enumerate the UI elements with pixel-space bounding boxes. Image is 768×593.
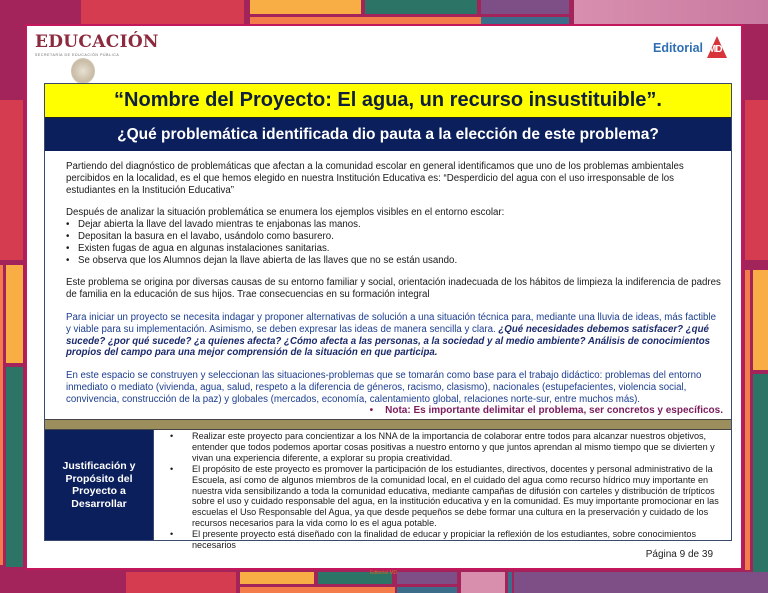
- list-item: • Realizar este proyecto para concientizar a los NNA de la importancia de colaborar entre todos para alcanzar nuestros objetivos, entender que todos podemos aportar cosas positivas a nuestro entorno y que juntos aprendan al mismo tiempo que se divierten y vivan una experiencia diferente, a explorar su propia creatividad.: [160, 431, 725, 464]
- list-item: • El presente proyecto está diseñado con la finalidad de educar y propiciar la reflexión de los estudiantes, sobre conocimientos necesarios: [160, 529, 725, 551]
- bg-tile: [240, 587, 395, 593]
- sep-logo-title: EDUCACIÓN: [35, 32, 159, 52]
- list-item: • Dejar abierta la llave del lavado mientras te enjabonas las manos.: [66, 219, 723, 231]
- question-heading: ¿Qué problemática identificada dio pauta a la elección de este problema?: [117, 125, 659, 143]
- footer-mini-logo: Editorial MD: [370, 570, 398, 576]
- bg-tile: [240, 572, 314, 584]
- bg-tile: [81, 0, 244, 24]
- project-frame: [44, 83, 732, 551]
- list-item: • Se observa que los Alumnos dejan la llave abierta de las llaves que no se están usando.: [66, 255, 723, 267]
- bg-tile: [6, 367, 23, 567]
- section-divider: [45, 419, 731, 430]
- bg-tile: [745, 100, 768, 260]
- project-title-bar: [45, 84, 731, 118]
- bg-tile: [0, 100, 23, 260]
- paragraph-guidance: [66, 312, 723, 359]
- page-number: Página 9 de 39: [645, 549, 713, 560]
- bg-tile: [745, 270, 750, 570]
- note-text: Nota: Es importante delimitar el problema, ser concretos y específicos.: [385, 405, 723, 417]
- bg-tile: [0, 572, 122, 593]
- bg-tile: [6, 265, 23, 363]
- list-item: • Existen fugas de agua en algunas instalaciones sanitarias.: [66, 243, 723, 255]
- paragraph-diagnosis: Partiendo del diagnóstico de problemáticas que afectan a la comunidad escolar en general identificamos que uno de los problemas ambientales percibidos en la localidad, es el que hemos elegido en nuestra Institución Educativa es: “Desperdicio del agua con el uso irresponsable de los estudiantes en la Institución Educativa”: [66, 161, 684, 196]
- bg-tile: [397, 572, 457, 584]
- list-item: • Depositan la basura en el lavabo, usándolo como basurero.: [66, 231, 723, 243]
- justification-row: [45, 430, 731, 551]
- justification-label: Justificación y Propósito del Proyecto a Desarrollar: [45, 430, 153, 540]
- bg-tile: [250, 17, 500, 24]
- guidance-text: Para iniciar un proyecto se necesita indagar y proponer alternativas de solución a una situación técnica para, mediante una lluvia de ideas, más factible y viable para su implementación. Asimismo, se deben expresar las ideas de manera sencilla y clara.: [66, 311, 716, 335]
- bg-tile: [481, 17, 569, 24]
- bg-tile: [461, 572, 505, 593]
- bg-tile: [481, 0, 569, 14]
- national-seal-icon: [71, 58, 95, 84]
- project-title: “Nombre del Proyecto: El agua, un recurso insustituible”.: [114, 89, 662, 111]
- justification-content: [153, 430, 731, 551]
- examples-list: [66, 219, 723, 266]
- bg-tile: [508, 572, 512, 593]
- bullet-icon: •: [369, 405, 374, 417]
- bg-tile: [574, 0, 768, 24]
- md-triangle-icon: MD: [705, 36, 727, 60]
- examples-intro: Después de analizar la situación problemática se enumera los ejemplos visibles en el entorno escolar:: [66, 207, 505, 219]
- paragraph-causes: Este problema se origina por diversas causas de su entorno familiar y social, orientación inadecuada de los hábitos de limpieza la indiferencia de padres de familia en la educación de sus hijos. Trae consecuencias en su formación integral: [66, 277, 721, 301]
- guidance-questions: ¿Qué necesidades debemos satisfacer? ¿qué sucede? ¿por qué sucede? ¿a quienes afecta? ¿Cómo afecta a las personas, a la sociedad y al medio ambiente? Análisis de conocimientos propios del campo para una mejor comprensión de la situación en que participa.: [66, 323, 711, 359]
- bg-tile: [397, 587, 457, 593]
- sep-logo: [35, 32, 159, 57]
- editorial-md-logo: [653, 36, 727, 60]
- editorial-logo-text: Editorial: [652, 41, 703, 55]
- bg-tile: [753, 374, 768, 574]
- question-bar: [45, 118, 731, 151]
- sep-logo-subtitle: SECRETARÍA DE EDUCACIÓN PÚBLICA: [35, 53, 120, 57]
- document-page: [25, 24, 743, 570]
- list-item: • El propósito de este proyecto es promover la participación de los estudiantes, directivos, docentes y personal administrativo de la Escuela, así como de algunos miembros de la comunidad local, en el cuidado del agua como recurso hídrico muy importante en nuestra vida sensibilizando a toda la comunidad educativa, mediante campañas de difusión con carteles y distribución de trípticos sobre el uso y cuidado responsable del agua, en la institución educativa y en la comunidad. Es muy importante promocionar en las escuelas el Uso Responsable del Agua, ya que desde pequeños se debe formar una cultura en la preservación y cuidado de los recursos necesarios para la vida como lo es el agua potable.: [160, 464, 725, 529]
- bg-tile: [0, 0, 77, 24]
- note: [370, 405, 723, 417]
- paragraph-situations: En este espacio se construyen y seleccionan las situaciones-problemas que se tomarán como base para el trabajo didáctico: problemas del entorno inmediato o mediato (vivienda, agua, salud, respeto a la diferencia de géneros, racismo, clasismo), nacionales (estupefacientes, violencia social, convivencia, construcción de la paz) y globales (mercados, economía, calentamiento global, relaciones norte-sur, entre muchos más).: [66, 370, 702, 405]
- bg-tile: [250, 0, 361, 14]
- bg-tile: [514, 572, 768, 593]
- problem-description: [45, 151, 731, 419]
- justification-list: [160, 431, 725, 551]
- bg-tile: [365, 0, 477, 14]
- bg-tile: [126, 572, 236, 593]
- bg-tile: [0, 265, 3, 565]
- bg-tile: [753, 270, 768, 370]
